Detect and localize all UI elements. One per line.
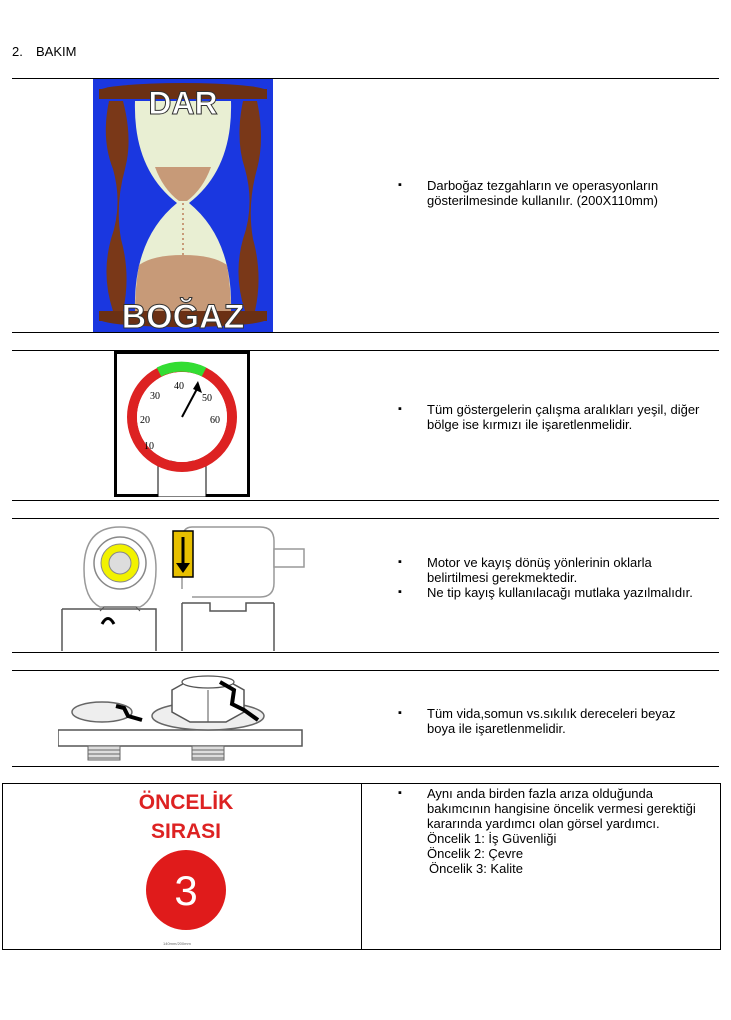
gauge-figure [114, 351, 250, 497]
section-heading [12, 44, 76, 59]
dial-label-20: 20 [140, 415, 150, 426]
bottleneck-sign [93, 79, 273, 332]
priority-item: Öncelik 1: İş Güvenliği [427, 831, 557, 846]
sign-caption: 140mm/200mm [163, 941, 191, 946]
motor-figure [60, 519, 310, 651]
section-5-text [395, 786, 710, 876]
priority-item: Öncelik 3: Kalite [429, 861, 523, 876]
priority-table [2, 783, 721, 950]
bullet-item: ▪ Darboğaz tezgahların ve operasyonların gösterilmesinde kullanılır. (200X110mm) [395, 178, 705, 208]
heading-number: 2. [12, 44, 23, 59]
section-4-text [395, 706, 705, 736]
sign-title-line1: ÖNCELİK [138, 791, 234, 814]
sign-top-text: DAR [148, 85, 218, 121]
dial-label-30: 30 [150, 391, 160, 402]
column-divider [361, 784, 362, 949]
priority-item: Öncelik 2: Çevre [427, 846, 524, 861]
bullet-item: ▪ Tüm vida,somun vs.sıkılık dereceleri beyaz boya ile işaretlenmelidir. [395, 706, 705, 736]
bolt-figure [58, 672, 308, 762]
divider [12, 652, 719, 653]
sign-bottom-text: BOĞAZ [121, 298, 245, 332]
bullet-item: ▪ Ne tip kayış kullanılacağı mutlaka yazılmalıdır. [395, 585, 705, 600]
divider [12, 500, 719, 501]
dial-label-40: 40 [174, 381, 184, 392]
bullet-item: ▪ Aynı anda birden fazla arıza olduğunda bakımcının hangisine öncelik vermesi gerektiği kararında yardımcı olan görsel yardımcı. [395, 786, 710, 831]
dial-label-60: 60 [210, 415, 220, 426]
sign-title-line2: SIRASI [150, 820, 222, 843]
section-2-text [395, 402, 705, 432]
dial-label-10: 10 [144, 441, 154, 452]
bullet-item: ▪ Motor ve kayış dönüş yönlerinin oklarla belirtilmesi gerekmektedir. [395, 555, 705, 585]
dial-label-50: 50 [202, 393, 212, 404]
divider [12, 766, 719, 767]
divider [12, 332, 719, 333]
section-1-text [395, 178, 705, 208]
sign-number: 3 [174, 867, 198, 914]
section-3-text [395, 555, 705, 600]
divider [12, 670, 719, 671]
heading-title: BAKIM [36, 44, 77, 59]
priority-sign [3, 784, 361, 949]
bullet-item: ▪ Tüm göstergelerin çalışma aralıkları yeşil, diğer bölge ise kırmızı ile işaretlenmelidir. [395, 402, 705, 432]
